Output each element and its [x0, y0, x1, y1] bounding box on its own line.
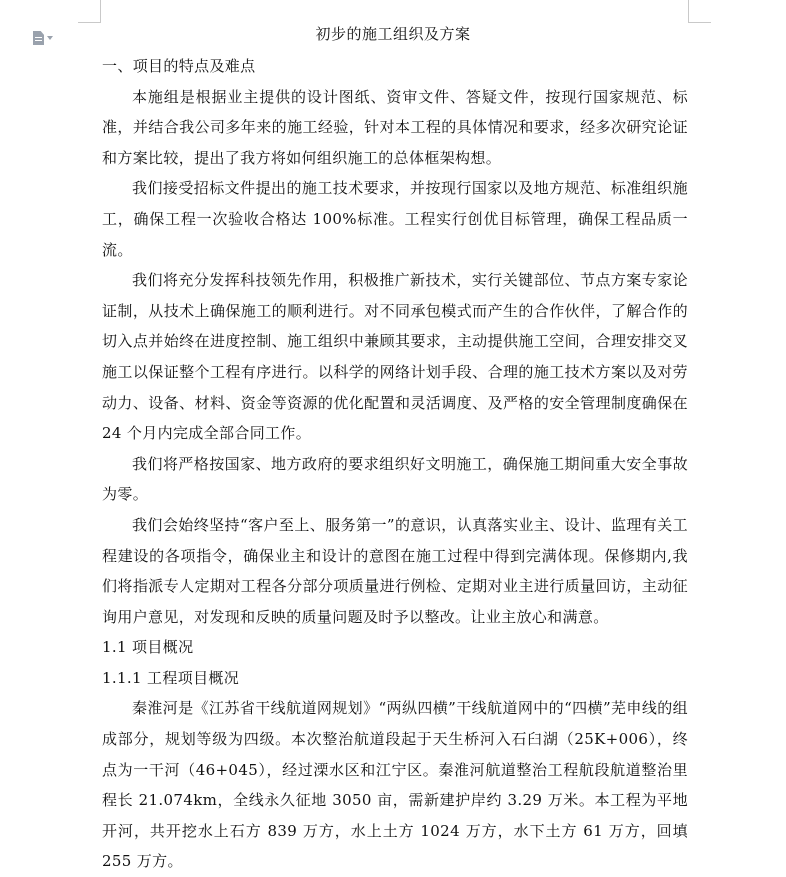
- subsubsection-heading: 1.1.1 工程项目概况: [102, 668, 240, 687]
- paragraph: 我们将充分发挥科技领先作用，积极推广新技术，实行关键部位、节点方案专家论证制，从技术上确保施工的顺利进行。对不同承包模式而产生的合作伙伴，了解合作的切入点并始终在进度控制、施工组织中兼顾其要求，主动提供施工空间，合理安排交叉施工以保证整个工程有序进行。以科学的网络计划手段、合理的施工技术方案以及对劳动力、设备、材料、资金等资源的优化配置和灵活调度、及严格的安全管理制度确保在 24 个月内完成全部合同工作。: [102, 271, 688, 443]
- document-title: 初步的施工组织及方案: [315, 25, 471, 43]
- subsection-heading: 1.1 项目概况: [102, 638, 194, 657]
- paragraph: 秦淮河是《江苏省干线航道网规划》“两纵四横”干线航道网中的“四横”芜申线的组成部分，规划等级为四级。本次整治航道段起于天生桥河入石臼湖（25K+006），终点为一干河（46+045），经过溧水区和江宁区。秦淮河航道整治工程航段航道整治里程长 21.074km，全线永久征地 3050 亩，需新建护岸约 3.29 万米。本工程为平地开河，共开挖水上石方 839 万方，水上土方 1024 万方，水下土方 61 万方，回填 255 万方。: [102, 699, 688, 871]
- crop-mark-top-right: [688, 0, 711, 23]
- paragraph: 我们接受招标文件提出的施工技术要求，并按现行国家以及地方规范、标准组织施工，确保工程一次验收合格达 100%标准。工程实行创优目标管理，确保工程品质一流。: [102, 179, 688, 259]
- section-heading: 一、项目的特点及难点: [102, 57, 256, 75]
- paragraph: 我们将严格按国家、地方政府的要求组织好文明施工，确保施工期间重大安全事故为零。: [102, 454, 688, 504]
- paragraph: 我们会始终坚持“客户至上、服务第一”的意识，认真落实业主、设计、监理有关工程建设的各项指令，确保业主和设计的意图在施工过程中得到完满体现。保修期内,我们将指派专人定期对工程各分部分项质量进行例检、定期对业主进行质量回访，主动征询用户意见，对发现和反映的质量问题及时予以整改。让业主放心和满意。: [102, 515, 688, 626]
- crop-mark-top-left: [78, 0, 101, 23]
- document-body: [102, 51, 688, 877]
- paragraph: 本施组是根据业主提供的设计图纸、资审文件、答疑文件，按现行国家规范、标准，并结合我公司多年来的施工经验，针对本工程的具体情况和要求，经多次研究论证和方案比较，提出了我方将如何组织施工的总体框架构想。: [102, 87, 688, 167]
